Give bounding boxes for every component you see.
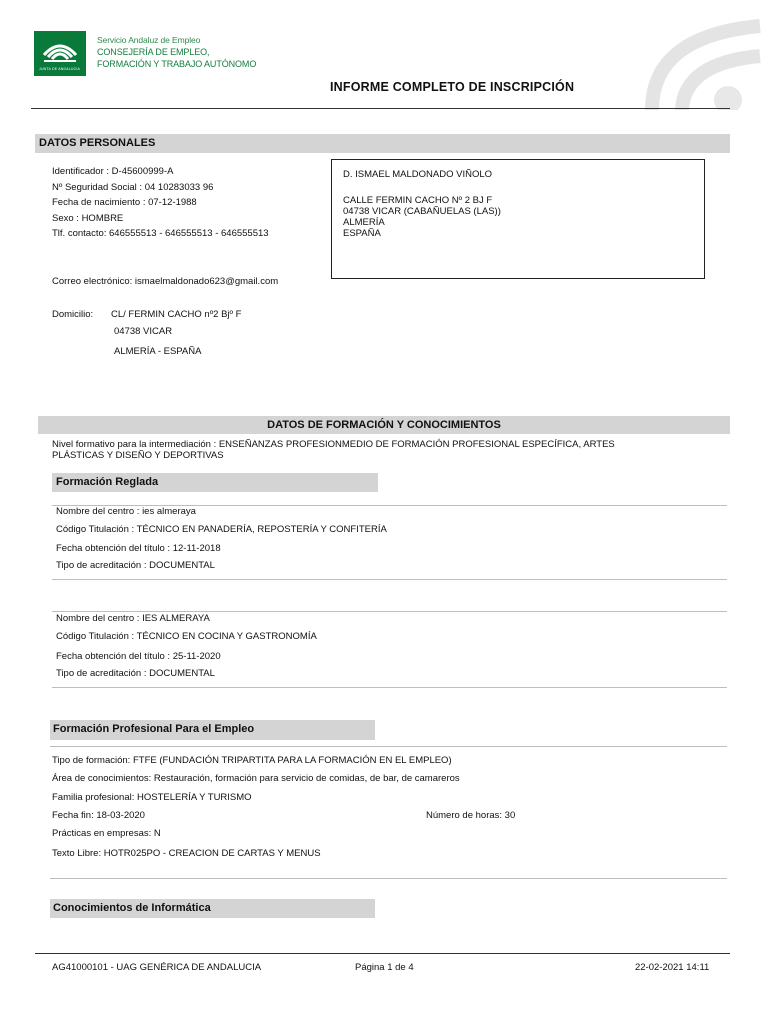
subsection-title-reglada: Formación Reglada — [56, 476, 159, 488]
sexo: Sexo : HOMBRE — [52, 213, 124, 224]
subsection-bar-informatica — [50, 899, 375, 918]
subsection-title-informatica: Conocimientos de Informática — [53, 902, 211, 914]
reglada-1-titulacion: Código Titulación : TÉCNICO EN PANADERÍA, REPOSTERÍA Y CONFITERÍA — [56, 524, 387, 535]
logo-caption: JUNTA DE ANDALUCIA — [39, 67, 81, 71]
empleo-area: Área de conocimientos: Restauración, formación para servicio de comidas, de bar, de camareros — [52, 773, 460, 784]
domicilio-line2: 04738 VICAR — [114, 326, 173, 337]
fecha-nacimiento: Fecha de nacimiento : 07-12-1988 — [52, 197, 197, 208]
empleo-tipo: Tipo de formación: FTFE (FUNDACIÓN TRIPARTITA PARA LA FORMACIÓN EN EL EMPLEO) — [52, 755, 452, 766]
org-name-line1: Servicio Andaluz de Empleo — [97, 35, 201, 45]
reglada-1-divider-bottom — [52, 579, 727, 580]
empleo-practicas: Prácticas en empresas: N — [52, 828, 161, 839]
domicilio-line3: ALMERÍA - ESPAÑA — [114, 346, 202, 357]
reglada-1-fecha: Fecha obtención del título : 12-11-2018 — [56, 543, 221, 554]
empleo-texto-libre: Texto Libre: HOTR025PO - CREACION DE CARTAS Y MENUS — [52, 848, 321, 859]
reglada-2-divider-bottom — [52, 687, 727, 688]
correo-electronico: Correo electrónico: ismaelmaldonado623@gmail.com — [52, 276, 279, 287]
watermark-logo — [640, 18, 768, 113]
section-bar-personal — [35, 134, 730, 153]
subsection-bar-empleo — [50, 720, 375, 740]
identificador: Identificador : D-45600999-A — [52, 166, 174, 177]
section-title-personal: DATOS PERSONALES — [39, 137, 156, 149]
org-name-line2: CONSEJERÍA DE EMPLEO, — [97, 47, 210, 57]
header-divider — [31, 108, 730, 109]
address-line4: ESPAÑA — [343, 228, 381, 239]
junta-andalucia-logo — [34, 31, 86, 76]
footer-office: AG41000101 - UAG GENÉRICA DE ANDALUCIA — [52, 962, 262, 973]
subsection-bar-reglada — [52, 473, 378, 492]
reglada-2-acreditacion: Tipo de acreditación : DOCUMENTAL — [56, 668, 215, 679]
subsection-title-empleo: Formación Profesional Para el Empleo — [53, 723, 255, 735]
empleo-divider-bottom — [50, 878, 727, 879]
reglada-1-acreditacion: Tipo de acreditación : DOCUMENTAL — [56, 560, 215, 571]
document-title: INFORME COMPLETO DE INSCRIPCIÓN — [330, 80, 575, 94]
seguridad-social: Nº Seguridad Social : 04 10283033 96 — [52, 182, 214, 193]
domicilio-label: Domicilio: — [52, 309, 94, 320]
footer-page-number: Página 1 de 4 — [355, 962, 414, 973]
domicilio-line1: CL/ FERMIN CACHO nº2 Bjº F — [111, 309, 242, 320]
reglada-1-centro: Nombre del centro : ies almeraya — [56, 506, 196, 517]
address-line1: CALLE FERMIN CACHO Nº 2 BJ F — [343, 195, 493, 206]
address-line3: ALMERÍA — [343, 217, 385, 228]
address-box — [331, 159, 705, 279]
empleo-divider-top — [50, 746, 727, 747]
org-name-line3: FORMACIÓN Y TRABAJO AUTÓNOMO — [97, 59, 257, 69]
address-line2: 04738 VICAR (CABAÑUELAS (LAS)) — [343, 206, 501, 217]
section-bar-formacion — [38, 416, 730, 434]
footer-date: 22-02-2021 14:11 — [635, 962, 710, 973]
nivel-formativo-line1: Nivel formativo para la intermediación : ENSEÑANZAS PROFESIONMEDIO DE FORMACIÓN PROFESIONAL ESPECÍFICA, ARTES — [52, 439, 615, 450]
reglada-2-divider-top — [52, 611, 727, 612]
empleo-horas: Número de horas: 30 — [426, 810, 516, 821]
address-name: D. ISMAEL MALDONADO VIÑOLO — [343, 169, 493, 180]
reglada-2-fecha: Fecha obtención del título : 25-11-2020 — [56, 651, 221, 662]
reglada-2-centro: Nombre del centro : IES ALMERAYA — [56, 613, 210, 624]
nivel-formativo-line2: PLÁSTICAS Y DISEÑO Y DEPORTIVAS — [52, 450, 224, 461]
empleo-familia: Familia profesional: HOSTELERÍA Y TURISMO — [52, 792, 252, 803]
reglada-1-divider-top — [52, 505, 727, 506]
section-title-formacion: DATOS DE FORMACIÓN Y CONOCIMIENTOS — [267, 419, 501, 431]
reglada-2-titulacion: Código Titulación : TÉCNICO EN COCINA Y GASTRONOMÍA — [56, 631, 317, 642]
telefono: Tlf. contacto: 646555513 - 646555513 - 646555513 — [52, 228, 269, 239]
empleo-fecha-fin: Fecha fin: 18-03-2020 — [52, 810, 145, 821]
footer-divider — [35, 953, 730, 954]
